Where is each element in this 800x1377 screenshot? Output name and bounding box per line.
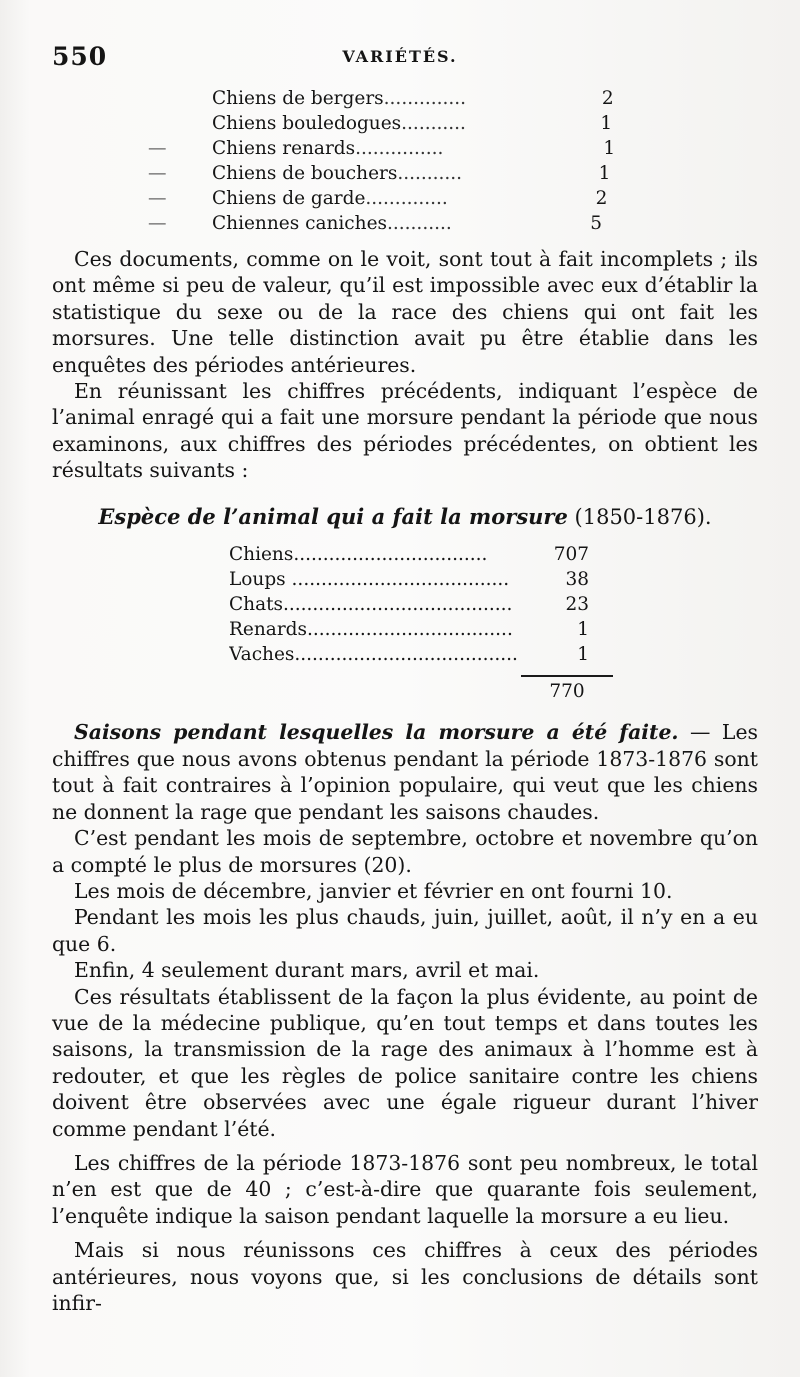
- paragraph: Mais si nous réunissons ces chiffres à ceux des périodes antérieures, nous voyons que, si les conclusions de détails sont infir-: [52, 1238, 758, 1315]
- list-item: [52, 161, 758, 186]
- page-number: 550: [52, 42, 108, 71]
- list-item-label: Chiens de garde: [212, 188, 366, 209]
- table-row: [229, 567, 589, 592]
- spacer: [52, 705, 758, 719]
- page-body: [52, 86, 758, 1316]
- ditto-dash: —: [148, 213, 167, 234]
- leader-dots: ...........: [401, 113, 466, 134]
- species-heading-years: (1850-1876).: [574, 504, 712, 529]
- species-label: Chats.......................................: [229, 594, 513, 616]
- seasons-intro: — Les chiffres que nous avons obtenus pendant la période 1873-1876 sont tout à fait contraires à l’opinion populaire, qui veut que les chiens ne donnent la rage que pendant les saisons chaudes.: [52, 720, 758, 824]
- species-count: 707: [553, 544, 589, 566]
- leader-dots: ..............: [383, 88, 467, 109]
- species-count: 23: [565, 594, 589, 616]
- species-heading-title: Espèce de l’animal qui a fait la morsure: [98, 503, 568, 529]
- leader-dots: ...........: [387, 213, 452, 234]
- ditto-dash: —: [148, 138, 167, 159]
- species-count: 1: [577, 619, 589, 641]
- paragraph: C’est pendant les mois de septembre, octobre et novembre qu’on a compté le plus de morsures (20).: [52, 826, 758, 877]
- table-row: [229, 642, 589, 667]
- list-item-value: 1: [600, 113, 613, 134]
- page-header: [0, 40, 800, 76]
- ditto-dash: —: [148, 163, 167, 184]
- paragraph: Ces résultats établissent de la façon la plus évidente, au point de vue de la médecine publique, qu’en tout temps et dans toutes les saisons, la transmission de la rage des animaux à l’homme est à redouter, et que les règles de police sanitaire contre les chiens doivent être observées avec une égale rigueur durant l’hiver comme pendant l’été.: [52, 984, 758, 1141]
- species-heading: [52, 504, 758, 530]
- list-item: [52, 86, 758, 111]
- list-item-value: 5: [590, 213, 603, 234]
- dog-type-list: [52, 86, 758, 236]
- list-item: [52, 136, 758, 161]
- list-item-label: Chiens de bergers: [212, 88, 384, 109]
- list-item: [52, 186, 758, 211]
- paragraph: Enfin, 4 seulement durant mars, avril et mai.: [74, 958, 540, 983]
- list-item-value: 2: [595, 188, 608, 209]
- species-count: 1: [577, 644, 589, 666]
- list-item-value: 2: [601, 88, 614, 109]
- list-item: [52, 111, 758, 136]
- total-rule: [521, 675, 613, 677]
- table-row: [229, 617, 589, 642]
- spacer: [52, 1229, 758, 1237]
- species-total: 770: [549, 681, 585, 703]
- ditto-dash: —: [148, 188, 167, 209]
- table-row: [229, 542, 589, 567]
- spacer: [52, 1142, 758, 1150]
- paragraph: Les mois de décembre, janvier et février en ont fourni 10.: [74, 878, 673, 903]
- leader-dots: ...............: [355, 138, 444, 159]
- species-label: Chiens.................................: [229, 544, 488, 566]
- species-label: Renards...................................: [229, 619, 513, 641]
- paragraph: En réunissant les chiffres précédents, indiquant l’espèce de l’animal enragé qui a fait une morsure pendant la période que nous examinons, aux chiffres des périodes précédentes, on obtient les résultats suivants :: [52, 379, 758, 483]
- list-item-value: 1: [603, 138, 616, 159]
- leader-dots: ..............: [365, 188, 448, 209]
- list-item-label: Chiens de bouchers: [212, 163, 398, 184]
- seasons-heading: Saisons pendant lesquelles la morsure a été faite.: [74, 720, 679, 745]
- species-label: Vaches......................................: [229, 644, 518, 666]
- seasons-paragraph: [52, 719, 758, 825]
- paragraph: Ces documents, comme on le voit, sont tout à fait incomplets ; ils ont même si peu de valeur, qu’il est impossible avec eux d’établir la statistique du sexe ou de la race des chiens qui ont fait les morsures. Une telle distinction avait pu être établie dans les enquêtes des périodes antérieures.: [52, 247, 758, 377]
- species-table: [229, 542, 589, 667]
- paragraph: Les chiffres de la période 1873-1876 sont peu nombreux, le total n’en est que de 40 ; c’est-à-dire que quarante fois seulement, l’enquête indique la saison pendant laquelle la morsure a eu lieu.: [52, 1150, 758, 1228]
- species-count: 38: [565, 569, 589, 591]
- list-item-value: 1: [598, 163, 611, 184]
- list-item-label: Chiens bouledogues: [212, 113, 402, 134]
- paragraph: Pendant les mois les plus chauds, juin, juillet, août, il n’y en a eu que 6.: [52, 905, 758, 956]
- leader-dots: ...........: [397, 163, 463, 184]
- list-item-label: Chiens renards: [212, 138, 356, 159]
- table-row: [229, 592, 589, 617]
- list-item: [52, 211, 758, 236]
- species-label: Loups .....................................: [229, 569, 510, 591]
- list-item-label: Chiennes caniches: [212, 213, 388, 234]
- running-head: VARIÉTÉS.: [342, 47, 458, 66]
